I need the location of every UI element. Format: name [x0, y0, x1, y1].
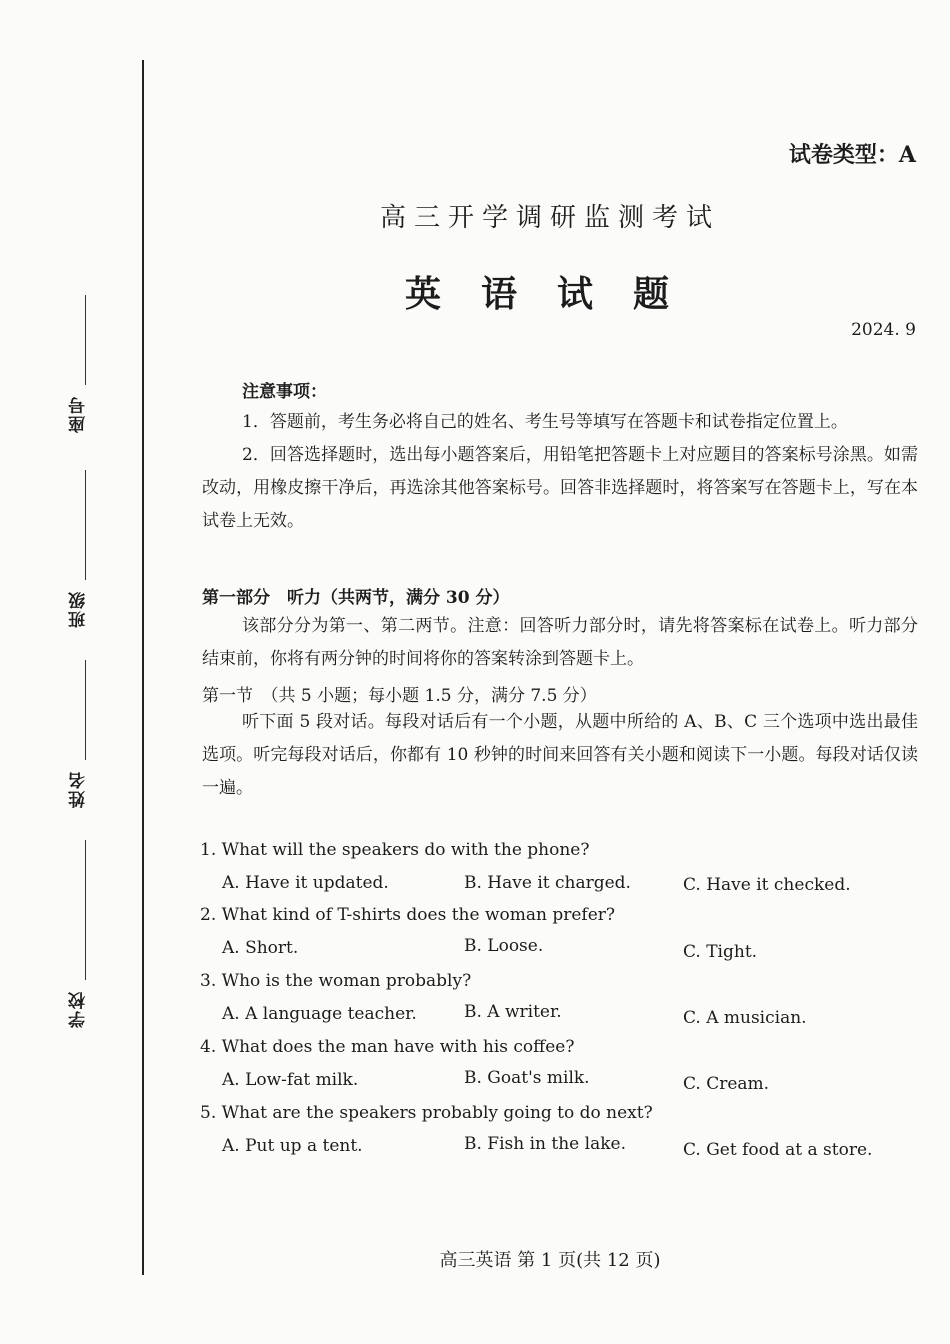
question-stem: 2. What kind of T-shirts does the woman prefer?	[200, 905, 616, 925]
school-label: 学校	[69, 990, 89, 1028]
option-b[interactable]: B. Have it charged.	[464, 873, 631, 893]
option-b[interactable]: B. Goat's milk.	[464, 1068, 590, 1088]
school-field[interactable]	[66, 840, 106, 1040]
question-stem: 4. What does the man have with his coffee?	[200, 1037, 575, 1057]
notice-heading: 注意事项：	[242, 382, 327, 402]
question-stem: 3. Who is the woman probably?	[200, 971, 472, 991]
part1-intro: 该部分分为第一、第二两节。注意：回答听力部分时，请先将答案标在试卷上。听力部分结束前，你将有两分钟的时间将你的答案转涂到答题卡上。	[202, 616, 918, 669]
option-a[interactable]: A. A language teacher.	[222, 1004, 417, 1024]
class-field[interactable]	[66, 470, 106, 650]
question-stem: 5. What are the speakers probably going to do next?	[200, 1103, 653, 1123]
exam-title: 英语试题	[404, 273, 709, 315]
option-c[interactable]: C. Cream.	[683, 1074, 770, 1094]
option-a[interactable]: A. Put up a tent.	[222, 1136, 363, 1156]
part1-title: 第一部分 听力（共两节，满分 30 分）	[202, 588, 510, 608]
page-footer: 高三英语 第 1 页(共 12 页)	[439, 1250, 661, 1271]
paper-type: 试卷类型：A	[788, 142, 916, 168]
name-field[interactable]	[66, 660, 106, 830]
seat-number-label: 座号	[69, 395, 89, 433]
notice-item-2: 2．回答选择题时，选出每小题答案后，用铅笔把答题卡上对应题目的答案标号涂黑。如需改动，用橡皮擦干净后，再选涂其他答案标号。回答非选择题时，将答案写在答题卡上，写在本试卷上无效。	[202, 445, 918, 531]
seat-number-field[interactable]	[66, 295, 106, 465]
option-a[interactable]: A. Short.	[222, 938, 299, 958]
option-b[interactable]: B. Loose.	[464, 936, 544, 956]
option-c[interactable]: C. Have it checked.	[683, 875, 851, 895]
name-label: 姓名	[69, 770, 89, 808]
notice-item-1: 1．答题前，考生务必将自己的姓名、考生号等填写在答题卡和试卷指定位置上。	[242, 412, 848, 432]
class-label: 班级	[69, 590, 89, 628]
option-c[interactable]: C. A musician.	[683, 1008, 807, 1028]
section1-intro: 听下面 5 段对话。每段对话后有一个小题，从题中所给的 A、B、C 三个选项中选出最佳选项。听完每段对话后，你都有 10 秒钟的时间来回答有关小题和阅读下一小题。每段对话仅读一遍。	[202, 712, 918, 798]
option-a[interactable]: A. Have it updated.	[222, 873, 389, 893]
class-blank[interactable]	[85, 470, 86, 580]
option-b[interactable]: B. Fish in the lake.	[464, 1134, 626, 1154]
school-blank[interactable]	[85, 840, 86, 980]
option-c[interactable]: C. Tight.	[683, 942, 758, 962]
exam-subtitle: 高三开学调研监测考试	[379, 203, 720, 233]
option-b[interactable]: B. A writer.	[464, 1002, 562, 1022]
exam-date: 2024. 9	[851, 320, 916, 340]
name-blank[interactable]	[85, 660, 86, 760]
option-c[interactable]: C. Get food at a store.	[683, 1140, 873, 1160]
binding-line	[142, 60, 144, 1275]
section1-title: 第一节 （共 5 小题；每小题 1.5 分，满分 7.5 分）	[202, 686, 597, 706]
option-a[interactable]: A. Low-fat milk.	[222, 1070, 359, 1090]
question-stem: 1. What will the speakers do with the phone?	[200, 840, 590, 860]
